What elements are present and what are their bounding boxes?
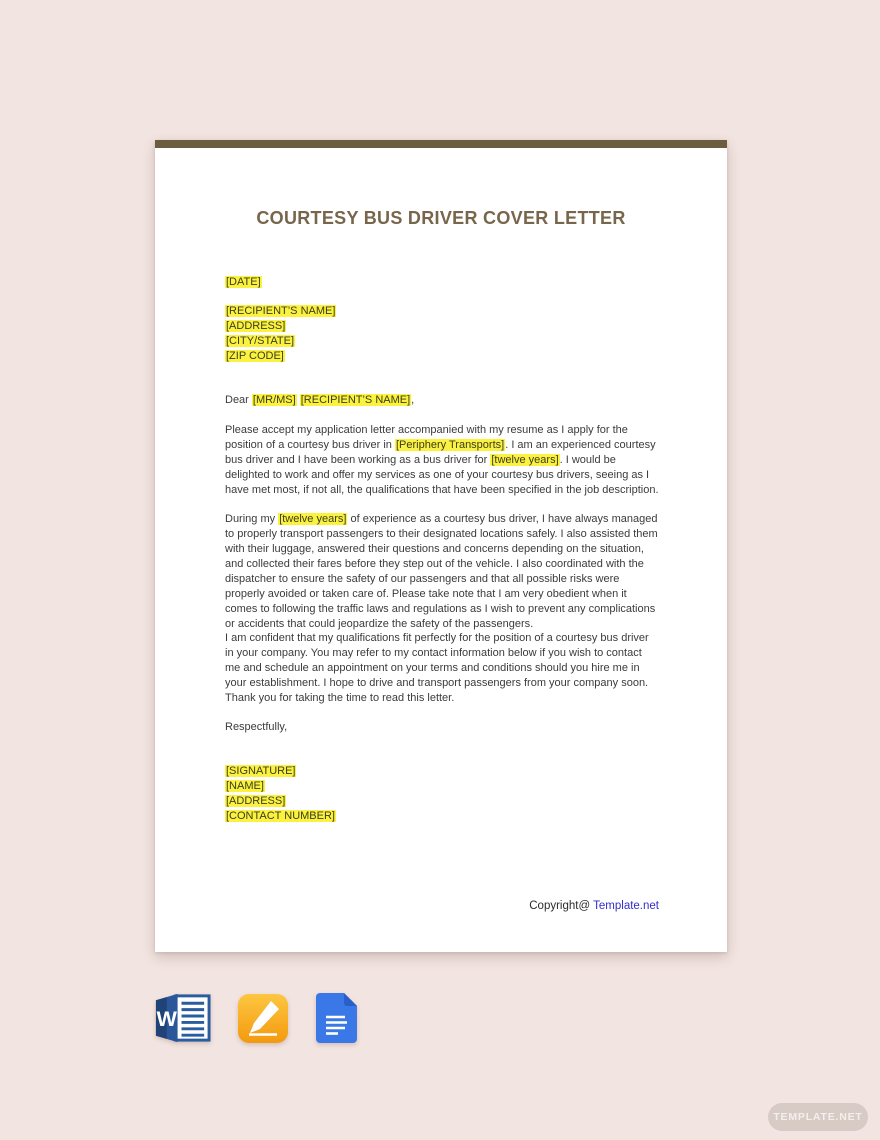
company-placeholder: [Periphery Transports] xyxy=(395,439,505,451)
sender-contact-line: [CONTACT NUMBER] xyxy=(226,810,335,822)
recipient-address-line: [ADDRESS] xyxy=(226,320,286,332)
sender-address-line: [ADDRESS] xyxy=(226,795,286,807)
date-placeholder-line xyxy=(225,275,659,290)
sender-name-line: [NAME] xyxy=(226,780,264,792)
years-placeholder: [twelve years] xyxy=(491,454,559,466)
paragraph-2: During my [twelve years] of experience as a courtesy bus driver, I have always managed to properly transport passengers to their designated locations safely. I also assisted them with their luggage, answered their questions and concerns depending on the situation, and collected their fares before they step out of the vehicle. I also coordinated with the dispatcher to ensure the safety of our passengers and that all possible risks were properly avoided or taken care of. Please take note that I am very obedient when it comes to following the traffic laws and regulations as I wish to prevent any complications or accidents that could jeopardize the safety of the passengers. xyxy=(225,513,658,630)
paragraph-1: Please accept my application letter accompanied with my resume as I apply for the position of a courtesy bus driver in [Periphery Transports]. I am an experienced courtesy bus driver and I have been working as a bus driver for [twelve years]. I would be delighted to work and offer my services as one of your courtesy bus drivers, seeing as I have met most, if not all, the qualifications that have been specified in the job description. xyxy=(225,424,659,496)
recipient-address-block xyxy=(225,304,659,364)
signature-block xyxy=(225,764,659,824)
salutation-line: Dear [MR/MS] [RECIPIENT’S NAME], xyxy=(225,394,415,406)
recipient-name-placeholder: [RECIPIENT’S NAME] xyxy=(300,394,411,406)
letter-title: COURTESY BUS DRIVER COVER LETTER xyxy=(256,208,626,228)
google-docs-icon[interactable] xyxy=(314,992,358,1044)
paragraph-3: I am confident that my qualifications fit perfectly for the position of a courtesy bus driver in your company. You may refer to my contact information below if you wish to contact me and schedule an appointment on your terms and conditions should you hire me in your establishment. I hope to drive and transport passengers from your company soon. Thank you for taking the time to read this letter. xyxy=(225,632,649,704)
recipient-city-state-line: [CITY/STATE] xyxy=(226,335,295,347)
honorific-placeholder: [MR/MS] xyxy=(252,394,296,406)
closing-line: Respectfully, xyxy=(225,721,288,733)
apple-pages-icon[interactable] xyxy=(237,993,289,1044)
svg-text:W: W xyxy=(156,1005,177,1031)
top-accent-bar xyxy=(155,140,727,148)
document-page xyxy=(155,140,727,952)
template-net-link[interactable]: Template.net xyxy=(593,900,659,912)
date-placeholder: [DATE] xyxy=(226,276,261,288)
years-placeholder: [twelve years] xyxy=(279,513,347,525)
template-net-watermark: TEMPLATE.NET xyxy=(768,1103,868,1131)
copyright-line: Copyright@ Template.net xyxy=(529,900,659,912)
microsoft-word-icon[interactable] xyxy=(153,992,212,1044)
recipient-name-line: [RECIPIENT’S NAME] xyxy=(226,305,336,317)
signature-line: [SIGNATURE] xyxy=(226,765,296,777)
recipient-zip-line: [ZIP CODE] xyxy=(226,350,284,362)
